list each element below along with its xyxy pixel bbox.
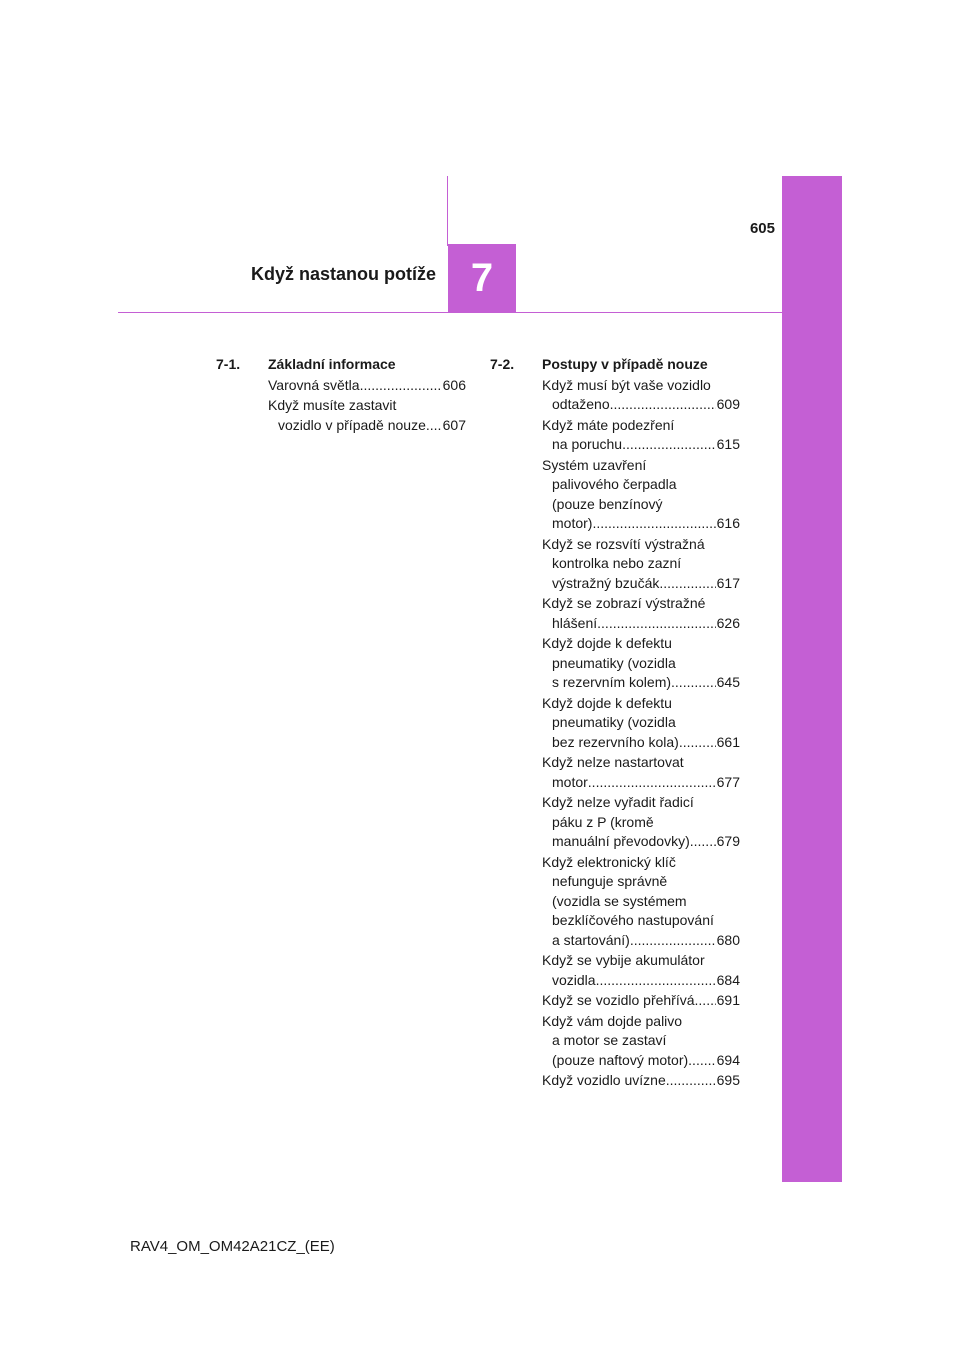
toc-page-ref: 607 [442,416,466,433]
toc-entry-line: odtaženo [552,396,610,412]
toc-entry-line: pneumatiky (vozidla [552,654,676,671]
toc-entry-line: (vozidla se systémem [552,892,687,909]
section-heading [216,355,466,375]
toc-entry[interactable] [542,853,740,951]
toc-entry-line: kontrolka nebo zazní [552,555,682,571]
toc-entry-line: motor [552,773,588,790]
toc-entry-line: Když dojde k defektu [542,635,672,651]
toc-entry-line: Když dojde k defektu [542,694,672,711]
header-horizontal-rule [118,312,782,313]
toc-entry-line: páku z P (kromě [552,813,654,830]
toc-entry-line: Když nelze vyřadit řadicí [542,794,694,810]
toc-page-ref: 661 [716,733,740,750]
toc-entry-line: (pouze naftový motor) [552,1051,689,1068]
dot-leader [630,931,716,951]
toc-page-ref: 684 [716,971,740,988]
dot-leader [695,991,716,1011]
dot-leader [671,673,716,693]
toc-section-7-1 [216,355,466,436]
toc-entry[interactable] [542,594,740,633]
chapter-side-tab [782,176,842,1182]
toc-entry-line: Když vozidlo uvízne [542,1072,666,1088]
section-title: Postupy v případě nouze [542,356,708,372]
toc-entry-line: Když vám dojde palivo [542,1012,683,1029]
toc-section-7-2 [490,355,740,1092]
header-vertical-rule [447,176,448,246]
toc-entry-line: hlášení [552,614,598,631]
toc-entry[interactable] [542,793,740,852]
toc-entry-line: Varovná světla [268,376,360,393]
toc-entry-line: a startování) [552,931,630,948]
toc-entry-line: Když máte podezření [542,416,675,433]
dot-leader [666,1071,716,1091]
toc-entry-line: Když se rozsvítí výstražná [542,535,705,552]
toc-page-ref: 617 [716,574,740,591]
toc-entry[interactable] [542,634,740,693]
chapter-title: Když nastanou potíže [250,264,436,284]
toc-entry-line: vozidlo v případě nouze [278,416,426,433]
toc-entry-line: a motor se zastaví [552,1032,667,1048]
toc-entry-line: Když se vybije akumulátor [542,952,705,968]
toc-entry-line: manuální převodovky) [552,833,690,849]
toc-entry-line: bezklíčového nastupování [552,912,714,928]
toc-entry[interactable] [542,456,740,534]
toc-entry-line: vozidla [552,971,596,988]
toc-entry-line: pneumatiky (vozidla [552,714,676,730]
toc-entry-line: Když elektronický klíč [542,853,676,870]
toc-page-ref: 609 [716,396,740,412]
toc-entry[interactable] [542,753,740,792]
toc-entry[interactable] [268,376,466,396]
toc-page-ref: 677 [716,773,740,790]
toc-page-ref: 626 [716,614,740,631]
toc-entry-line: na poruchu [552,436,623,452]
toc-entry-line: s rezervním kolem) [552,674,672,690]
toc-page-ref: 694 [716,1051,740,1068]
toc-page-ref: 616 [716,515,740,531]
toc-entry[interactable] [268,396,466,435]
toc-entry[interactable] [542,991,740,1011]
dot-leader [426,416,442,436]
toc-entry[interactable] [542,376,740,415]
toc-page-ref: 615 [716,436,740,452]
toc-page-ref: 645 [716,674,740,690]
toc-entry[interactable] [542,1071,740,1091]
toc-page-ref: 691 [716,992,740,1008]
toc-entry-line: nefunguje správně [552,873,668,889]
toc-entry-line: Systém uzavření [542,456,647,473]
section-number: 7-2. [490,356,515,372]
toc-entry-line: bez rezervního kola) [552,733,679,750]
page-number: 605 [749,220,775,237]
toc-entry-line: Když musíte zastavit [268,397,397,413]
toc-entry[interactable] [542,694,740,753]
dot-leader [679,733,716,753]
toc-entry-line: Když se zobrazí výstražné [542,595,706,611]
dot-leader [688,1051,715,1071]
toc-entry[interactable] [542,1012,740,1071]
toc-entry-line: motor) [552,515,593,531]
toc-entry-line: (pouze benzínový [552,495,663,512]
toc-page-ref: 606 [442,376,466,393]
toc-page-ref: 680 [716,931,740,948]
document-code-footer: RAV4_OM_OM42A21CZ_(EE) [130,1238,335,1255]
dot-leader [610,395,716,415]
dot-leader [597,614,715,634]
toc-entry-line: Když nelze nastartovat [542,754,684,770]
toc-entry-line: palivového čerpadla [552,476,677,492]
dot-leader [596,971,716,991]
chapter-number-box [448,244,516,312]
dot-leader [592,514,715,534]
toc-entry-line: Když se vozidlo přehřívá [542,992,695,1008]
dot-leader [588,773,716,793]
toc-entry-line: výstražný bzučák [552,574,660,591]
toc-entry-line: Když musí být vaše vozidlo [542,376,711,393]
toc-entry[interactable] [542,951,740,990]
dot-leader [659,574,715,594]
toc-page-ref: 695 [716,1072,740,1088]
section-number: 7-1. [216,356,241,372]
toc-entry[interactable] [542,535,740,594]
dot-leader [360,376,442,396]
section-title: Základní informace [268,356,396,372]
chapter-number: 7 [470,255,494,300]
section-heading [490,355,740,375]
toc-page-ref: 679 [716,833,740,849]
toc-entry[interactable] [542,416,740,455]
dot-leader [622,435,716,455]
dot-leader [690,832,716,852]
